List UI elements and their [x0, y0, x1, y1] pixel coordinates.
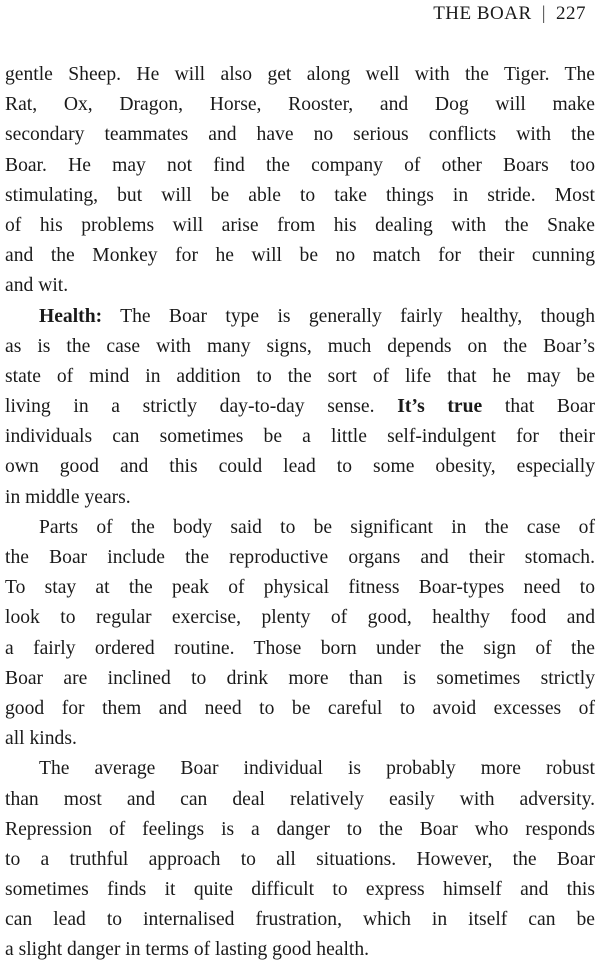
text-line: good for them and need to be careful to avoid excesses of	[5, 697, 595, 719]
text-line: Rat, Ox, Dragon, Horse, Rooster, and Dog will make	[5, 94, 595, 116]
text-line: To stay at the peak of physical fitness Boar-types need to	[5, 577, 595, 599]
text-line: as is the case with many signs, much depends on the Boar’s	[5, 335, 595, 357]
text-line: Boar. He may not find the company of other Boars too	[5, 154, 595, 176]
text-line: to a truthful approach to all situations. However, the Boar	[5, 848, 595, 870]
health-heading: Health:	[39, 305, 103, 327]
text-line: and wit.	[5, 275, 69, 297]
page-body	[5, 60, 595, 966]
text-line	[5, 392, 595, 422]
text-line: Parts of the body said to be significant in the case of	[39, 516, 595, 538]
chapter-title: THE BOAR	[433, 3, 532, 24]
text-line: than most and can deal relatively easily with adversity.	[5, 788, 595, 810]
text-line: stimulating, but will be able to take things in stride. Most	[5, 184, 595, 206]
paragraph-health	[5, 302, 595, 513]
text-line: Repression of feelings is a danger to the Boar who responds	[5, 818, 595, 840]
text-line: and the Monkey for he will be no match for their cunning	[5, 245, 595, 267]
text-line: secondary teammates and have no serious conflicts with the	[5, 124, 595, 146]
line-text: that Boar	[482, 396, 595, 418]
text-line	[5, 302, 595, 332]
text-line: all kinds.	[5, 728, 77, 750]
text-line: look to regular exercise, plenty of good, healthy food and	[5, 607, 595, 629]
text-line: sometimes finds it quite difficult to express himself and this	[5, 879, 595, 901]
page-number: 227	[556, 3, 586, 24]
paragraph-robustness	[5, 754, 595, 965]
header-separator: |	[541, 3, 546, 24]
text-line: can lead to internalised frustration, which in itself can be	[5, 909, 595, 931]
paragraph-body-parts	[5, 513, 595, 755]
text-line: in middle years.	[5, 486, 131, 508]
line-text: The Boar type is generally fairly healthy, though	[102, 305, 595, 327]
text-line: a fairly ordered routine. Those born under the sign of the	[5, 637, 595, 659]
text-line: gentle Sheep. He will also get along well with the Tiger. The	[5, 64, 595, 85]
text-line: the Boar include the reproductive organs and their stomach.	[5, 547, 595, 568]
text-line: state of mind in addition to the sort of life that he may be	[5, 365, 595, 387]
text-line: a slight danger in terms of lasting good health.	[5, 939, 370, 961]
paragraph-compatibility	[5, 60, 595, 302]
text-line: individuals can sometimes be a little self-indulgent for their	[5, 426, 595, 448]
text-line: own good and this could lead to some obesity, especially	[5, 456, 595, 478]
line-text: living in a strictly day-to-day sense.	[5, 396, 398, 418]
text-line: Boar are inclined to drink more than is sometimes strictly	[5, 667, 595, 689]
text-line: of his problems will arise from his dealing with the Snake	[5, 214, 595, 236]
emphasis-text: It’s true	[397, 396, 483, 418]
running-head	[433, 2, 586, 26]
text-line: The average Boar individual is probably more robust	[39, 758, 595, 780]
